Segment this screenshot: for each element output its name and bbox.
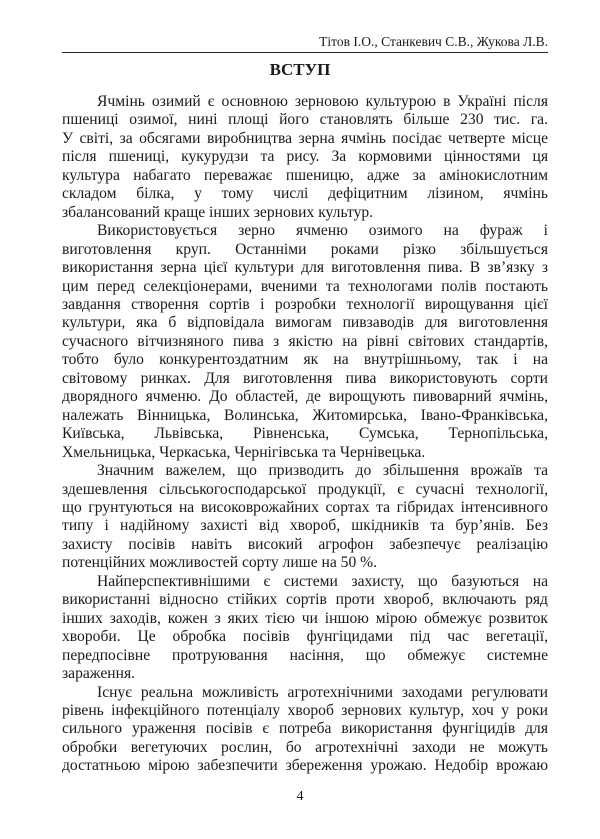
running-header-authors: Тітов І.О., Станкевич С.В., Жукова Л.В.: [62, 34, 548, 53]
text-line: пшениці озимої, нині площі його становлять більше 230 тис. га.: [62, 111, 548, 129]
text-line: Використовується зерно ячменю озимого на фураж і: [97, 222, 548, 240]
text-line: належать Вінницька, Волинська, Житомирська, Івано-Франківська,: [62, 406, 548, 424]
text-line: культура набагато переважає пшеницю, адже за амінокислотним: [62, 166, 548, 184]
paragraph: [62, 222, 548, 462]
text-line: цим перед селекціонерами, вченими та технологами полів постають: [62, 277, 548, 295]
text-line: хвороби. Це обробка посівів фунгіцидами під час вегетації,: [62, 628, 548, 646]
text-line: Ячмінь озимий є основною зерновою культурою в Україні після: [97, 93, 548, 110]
text-line: здешевлення сільськогосподарської продукції, є сучасні технології,: [62, 480, 548, 498]
paragraph: [62, 684, 548, 776]
text-line: зараження.: [62, 665, 136, 683]
text-line: дворядного ячменю. До областей, де вирощують пивоварний ячмінь,: [62, 388, 548, 406]
text-line: що грунтуються на високоврожайних сортах та гібридах інтенсивного: [62, 498, 548, 516]
text-line: тобто було конкурентоздатним як на внутрішньому, так і на: [62, 351, 548, 369]
text-line: світовому ринках. Для виготовлення пива використовують сорти: [62, 369, 548, 387]
text-line: збалансований краще інших зернових культур.: [62, 203, 374, 221]
text-line: Існує реальна можливість агротехнічними заходами регулювати: [97, 683, 548, 701]
text-line: передпосівне протруювання насіння, що обмежує системне: [62, 646, 548, 664]
page-number: 4: [296, 789, 304, 804]
paragraph: [62, 462, 548, 573]
text-line: інших заходів, кожен з яких тією чи іншою мірою обмежує розвиток: [62, 609, 548, 627]
document-body: [62, 93, 548, 776]
text-line: складом білка, у тому числі дефіцитним лізином, ячмінь: [62, 185, 548, 203]
paragraph: [62, 573, 548, 684]
paragraph: [62, 93, 548, 222]
text-line: обробки вегетуючих рослин, бо агротехнічні заходи не можуть: [62, 738, 548, 756]
text-line: типу і надійному захисті від хвороб, шкідників та бур’янів. Без: [62, 517, 548, 535]
text-line: захисту посівів навіть високий агрофон забезпечує реалізацію: [62, 535, 548, 553]
text-line: завдання створення сортів і розробки технології вирощування цієї: [62, 295, 548, 313]
text-line: культури, яка б відповідала вимогам пивзаводів для виготовлення: [62, 314, 548, 332]
text-line: У світі, за обсягами виробництва зерна ячмінь посідає четверте місце: [62, 129, 548, 147]
text-line: достатньою мірою забезпечити збереження урожаю. Недобір врожаю: [62, 757, 548, 775]
text-line: потенційних можливостей сорту лише на 50 %.: [62, 554, 378, 572]
section-title: ВСТУП: [269, 60, 331, 79]
text-line: Хмельницька, Черкаська, Чернігівська та Чернівецька.: [62, 443, 426, 461]
text-line: сучасного вітчизняного пива з якістю на рівні світових стандартів,: [62, 332, 548, 350]
text-line: виготовлення круп. Останніми роками різко збільшується: [62, 240, 548, 258]
text-line: Київська, Львівська, Рівненська, Сумська, Тернопільська,: [62, 425, 548, 443]
text-line: сильного ураження посівів є потреба використання фунгіцидів для: [62, 720, 548, 738]
text-line: Значним важелем, що призводить до збільшення врожаїв та: [97, 462, 548, 480]
text-line: рівень інфекційного потенціалу хвороб зернових культур, хоч у роки: [62, 701, 548, 719]
text-line: використанні відносно стійких сортів проти хвороб, включають ряд: [62, 591, 548, 609]
text-line: Найперспективнішими є системи захисту, що базуються на: [97, 572, 548, 590]
text-line: використання зерна цієї культури для виготовлення пива. В зв’язку з: [62, 259, 548, 277]
text-line: після пшениці, кукурудзи та рису. За кормовими цінностями ця: [62, 148, 548, 166]
